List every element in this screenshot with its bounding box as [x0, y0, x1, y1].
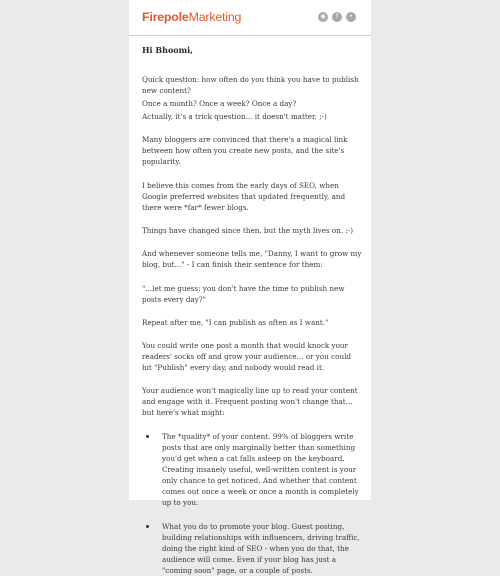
email-body: [142, 45, 362, 576]
paragraph: You could write one post a month that would knock your readers' socks off and grow your audience... or you could hit "Publish" every day, and nobody would read it.: [142, 341, 351, 372]
rss-icon[interactable]: ◉: [318, 12, 328, 22]
list-item: The *quality* of your content. 99% of bloggers write posts that are only marginally better than something you'd get when a cat falls asleep on the keyboard. Creating insanely useful, well-written content is your only chance to get noticed. And whether that content comes out once a week or once a month is completely up to you.: [142, 431, 362, 508]
paragraph: Things have changed since then, but the myth lives on. :-): [142, 226, 354, 235]
greeting: Hi Bhoomi,: [142, 45, 193, 55]
social-icons: [318, 12, 356, 22]
paragraph: And whenever someone tells me, "Danny, I want to grow my blog, but..." - I can finish their sentence for them:: [142, 249, 362, 269]
paragraph: Many bloggers are convinced that there's a magical link between how often you create new posts, and the site's popularity.: [142, 135, 348, 166]
email-sheet: [129, 0, 371, 575]
paragraph: "...let me guess: you don't have the time to publish new posts every day?": [142, 284, 345, 304]
paragraph: Your audience won't magically line up to read your content and engage with it. Frequent posting won't change that... but here's what might:: [142, 386, 358, 417]
bullet-list: [142, 431, 362, 576]
paragraph: Quick question: how often do you think you have to publish new content?: [142, 75, 359, 95]
paragraph: I believe this comes from the early days of SEO, when Google preferred websites that updated frequently, and there were *far* fewer blogs.: [142, 181, 346, 212]
logo-light-text: Marketing: [188, 10, 242, 24]
paragraph: Once a month? Once a week? Once a day?: [142, 99, 297, 108]
email-header: [129, 0, 371, 36]
logo-bold-text: Firepole: [142, 10, 189, 24]
twitter-icon[interactable]: •: [346, 12, 356, 22]
facebook-icon[interactable]: f: [332, 12, 342, 22]
paragraph: Actually, it's a trick question... it doesn't matter. ;-): [142, 112, 327, 121]
list-item: What you do to promote your blog. Guest posting, building relationships with influencers, driving traffic, doing the right kind of SEO - when you do that, the audience will come. Even if your blog has just a "coming soon" page, or a couple of posts.: [142, 521, 362, 576]
paragraph: Repeat after me, "I can publish as often as I want.": [142, 318, 329, 327]
firepole-marketing-logo[interactable]: [142, 10, 241, 24]
